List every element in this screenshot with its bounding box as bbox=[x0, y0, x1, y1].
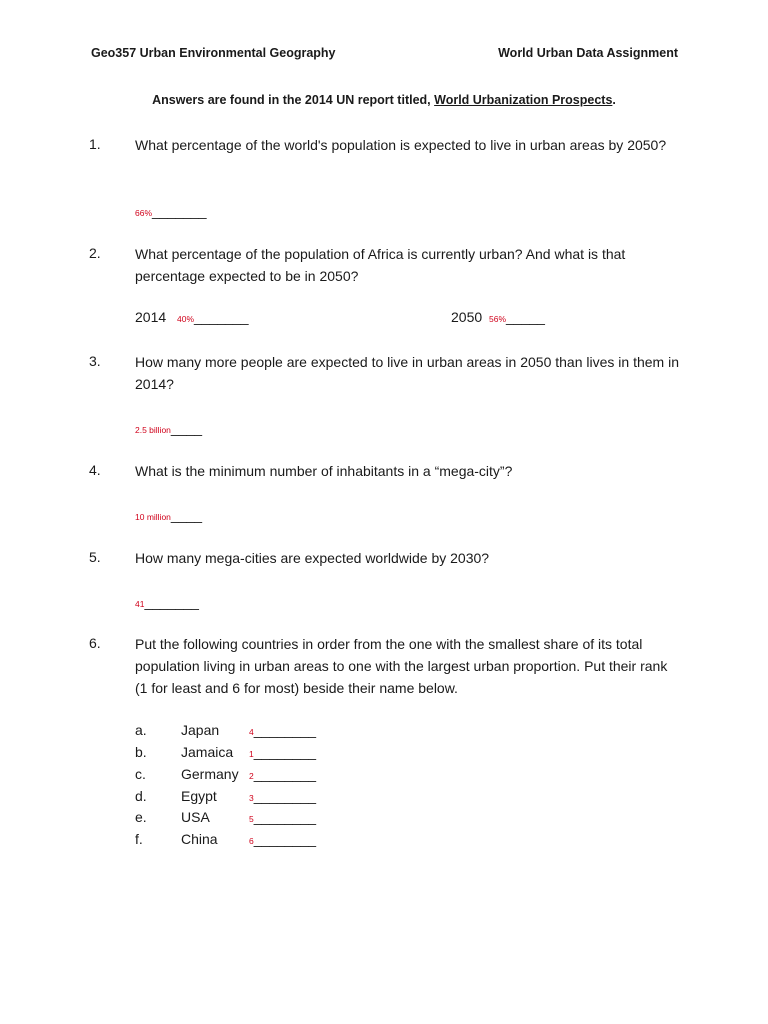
option-letter: e. bbox=[135, 809, 147, 825]
year-label: 2050 bbox=[451, 309, 483, 325]
rank-field bbox=[249, 809, 316, 825]
question-text: What is the minimum number of inhabitants in a “mega-city”? bbox=[135, 463, 513, 479]
answer-blank: _______ bbox=[144, 594, 199, 610]
answer-field bbox=[489, 309, 545, 325]
question-text: Put the following countries in order from the one with the smallest share of its total population living in urban areas to one with the largest urban proportion. Put their rank (1 for least and 6 for most) beside their name below. bbox=[135, 636, 668, 696]
answer-value: 66% bbox=[135, 208, 153, 218]
country-name: Jamaica bbox=[181, 744, 234, 760]
answer-value: 40% bbox=[177, 314, 195, 324]
option-letter: d. bbox=[135, 788, 147, 804]
country-name: China bbox=[181, 831, 218, 847]
question-number: 5. bbox=[89, 549, 101, 565]
answer-field bbox=[135, 507, 202, 523]
answer-blank: _______ bbox=[194, 309, 249, 325]
rank-blank: ________ bbox=[253, 809, 317, 825]
answer-value: 56% bbox=[489, 314, 507, 324]
rank-blank: ________ bbox=[253, 788, 317, 804]
year-label: 2014 bbox=[135, 309, 167, 325]
answer-blank: _______ bbox=[152, 203, 207, 219]
intro-line bbox=[0, 93, 768, 107]
assignment-title: World Urban Data Assignment bbox=[498, 46, 678, 60]
rank-value: 4 bbox=[249, 727, 254, 737]
intro-prefix: Answers are found in the 2014 UN report titled, bbox=[152, 93, 435, 107]
option-letter: b. bbox=[135, 744, 147, 760]
course-title: Geo357 Urban Environmental Geography bbox=[91, 46, 336, 60]
rank-value: 3 bbox=[249, 793, 254, 803]
rank-blank: ________ bbox=[253, 744, 317, 760]
answer-field bbox=[135, 203, 207, 219]
rank-field bbox=[249, 831, 316, 847]
question-number: 1. bbox=[89, 136, 101, 152]
rank-blank: ________ bbox=[253, 722, 317, 738]
answer-blank: ____ bbox=[170, 420, 203, 436]
intro-suffix: . bbox=[612, 93, 616, 107]
rank-blank: ________ bbox=[253, 831, 317, 847]
rank-value: 1 bbox=[249, 749, 254, 759]
question-number: 6. bbox=[89, 635, 101, 651]
rank-value: 2 bbox=[249, 771, 254, 781]
answer-value: 41 bbox=[135, 599, 145, 609]
answer-field bbox=[177, 309, 249, 325]
question-text: What percentage of the population of Africa is currently urban? And what is that percentage expected to be in 2050? bbox=[135, 246, 626, 284]
answer-value: 10 million bbox=[135, 512, 171, 522]
answer-field bbox=[135, 420, 202, 436]
answer-value: 2.5 billion bbox=[135, 425, 171, 435]
report-title: World Urbanization Prospects bbox=[434, 93, 613, 107]
rank-field bbox=[249, 744, 316, 760]
question-number: 4. bbox=[89, 462, 101, 478]
option-letter: a. bbox=[135, 722, 147, 738]
option-letter: c. bbox=[135, 766, 146, 782]
rank-field bbox=[249, 722, 316, 738]
country-name: Egypt bbox=[181, 788, 217, 804]
answer-blank: _____ bbox=[506, 309, 545, 325]
rank-field bbox=[249, 766, 316, 782]
option-letter: f. bbox=[135, 831, 143, 847]
country-name: USA bbox=[181, 809, 210, 825]
question-number: 3. bbox=[89, 353, 101, 369]
rank-blank: ________ bbox=[253, 766, 317, 782]
country-name: Germany bbox=[181, 766, 239, 782]
question-text: How many mega-cities are expected worldwide by 2030? bbox=[135, 550, 490, 566]
rank-value: 5 bbox=[249, 814, 254, 824]
answer-field bbox=[135, 594, 199, 610]
question-number: 2. bbox=[89, 245, 101, 261]
country-name: Japan bbox=[181, 722, 220, 738]
answer-blank: ____ bbox=[170, 507, 203, 523]
rank-field bbox=[249, 788, 316, 804]
rank-value: 6 bbox=[249, 836, 254, 846]
question-text: How many more people are expected to live in urban areas in 2050 than lives in them in 2014? bbox=[135, 354, 679, 392]
question-text: What percentage of the world's population is expected to live in urban areas by 2050? bbox=[135, 137, 667, 153]
